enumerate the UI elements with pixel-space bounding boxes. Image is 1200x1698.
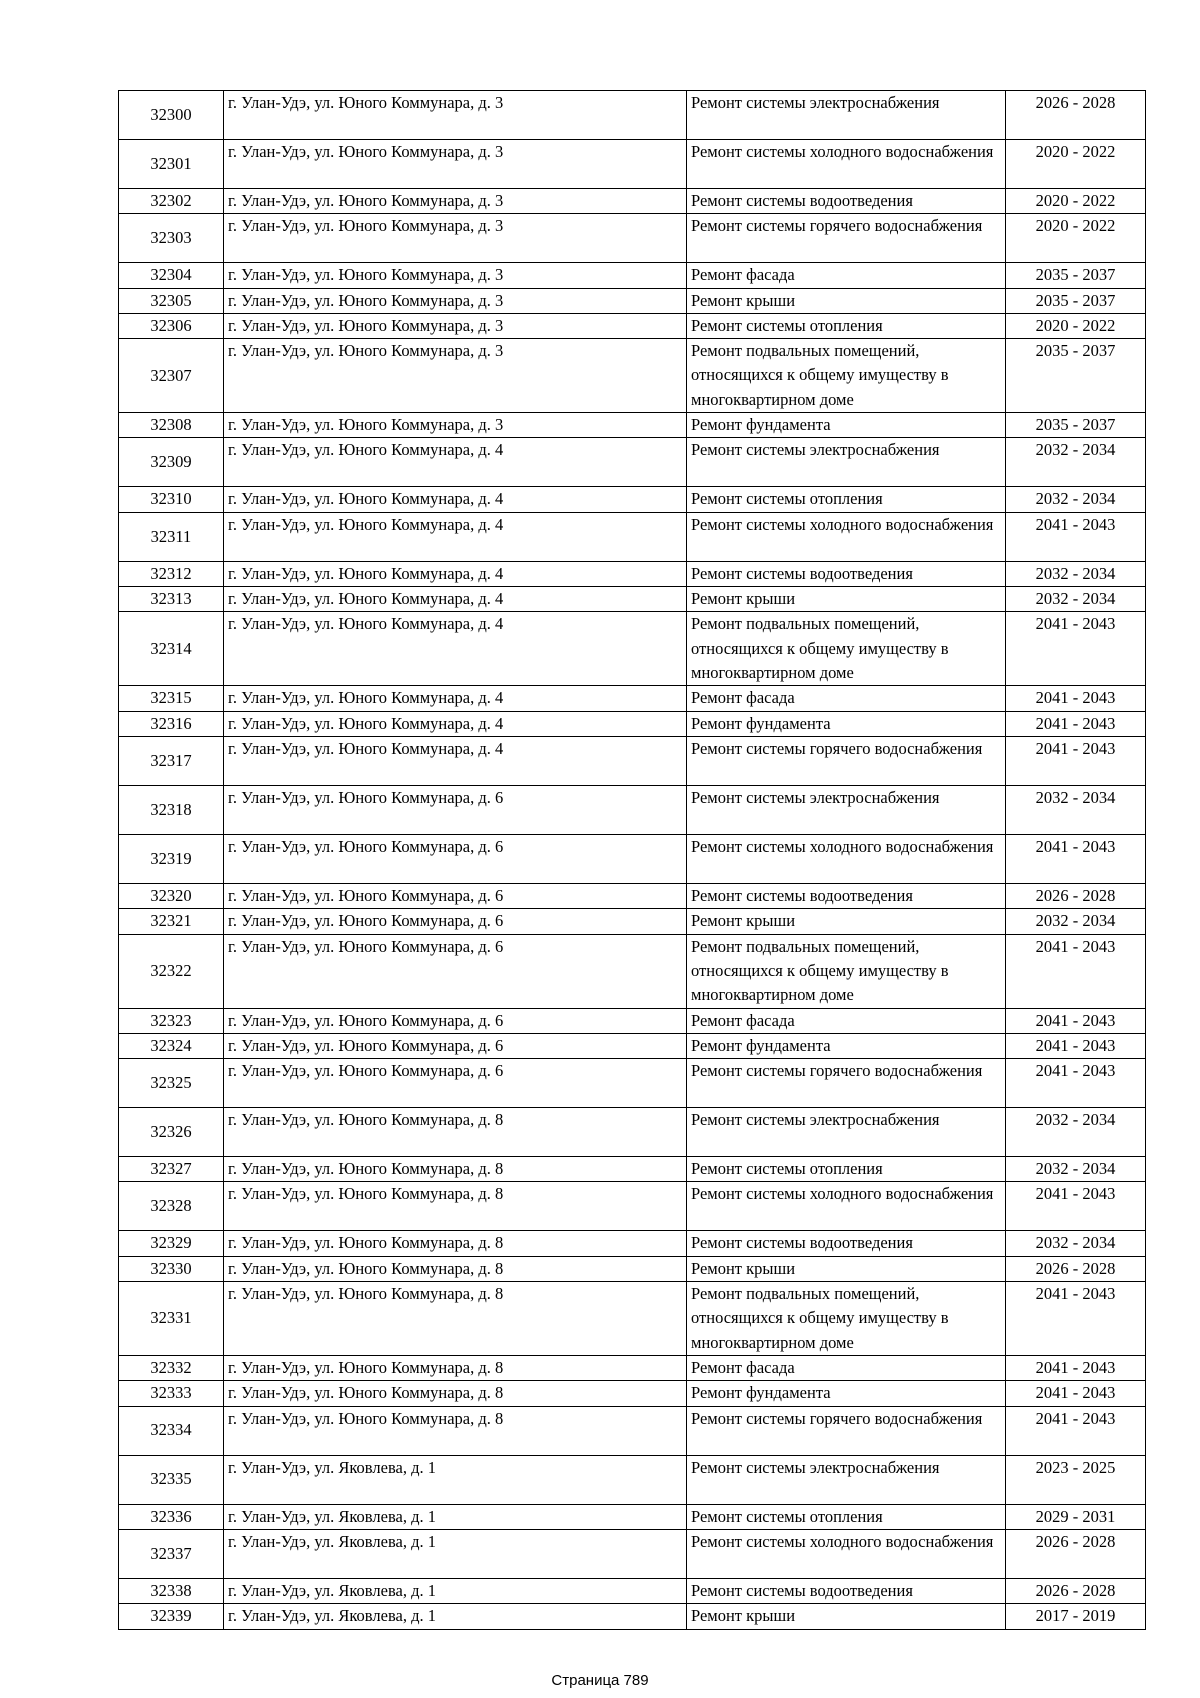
address-cell: г. Улан-Удэ, ул. Юного Коммунара, д. 4 (224, 686, 687, 711)
period-cell: 2032 - 2034 (1006, 561, 1146, 586)
address-cell: г. Улан-Удэ, ул. Юного Коммунара, д. 4 (224, 711, 687, 736)
period-cell: 2041 - 2043 (1006, 686, 1146, 711)
period-cell: 2032 - 2034 (1006, 1157, 1146, 1182)
table-row (119, 339, 1146, 413)
row-number-cell: 32306 (119, 313, 224, 338)
address-cell: г. Улан-Удэ, ул. Яковлева, д. 1 (224, 1529, 687, 1578)
work-type-cell: Ремонт системы холодного водоснабжения (687, 1529, 1006, 1578)
table-row (119, 736, 1146, 785)
row-number-cell: 32312 (119, 561, 224, 586)
work-type-cell: Ремонт подвальных помещений, относящихся к общему имуществу в многоквартирном доме (687, 612, 1006, 686)
row-number-cell: 32304 (119, 263, 224, 288)
work-type-cell: Ремонт системы холодного водоснабжения (687, 140, 1006, 189)
table-row (119, 612, 1146, 686)
row-number-cell: 32325 (119, 1059, 224, 1108)
work-type-cell: Ремонт системы электроснабжения (687, 1455, 1006, 1504)
table-row (119, 263, 1146, 288)
table-row (119, 189, 1146, 214)
table-row (119, 1381, 1146, 1406)
period-cell: 2035 - 2037 (1006, 413, 1146, 438)
table-row (119, 711, 1146, 736)
row-number-cell: 32322 (119, 934, 224, 1008)
table-row (119, 561, 1146, 586)
row-number-cell: 32319 (119, 834, 224, 883)
period-cell: 2041 - 2043 (1006, 1406, 1146, 1455)
work-type-cell: Ремонт системы отопления (687, 313, 1006, 338)
period-cell: 2032 - 2034 (1006, 1231, 1146, 1256)
table-row (119, 686, 1146, 711)
address-cell: г. Улан-Удэ, ул. Юного Коммунара, д. 8 (224, 1356, 687, 1381)
address-cell: г. Улан-Удэ, ул. Юного Коммунара, д. 4 (224, 512, 687, 561)
work-type-cell: Ремонт подвальных помещений, относящихся к общему имуществу в многоквартирном доме (687, 339, 1006, 413)
work-type-cell: Ремонт системы водоотведения (687, 1578, 1006, 1603)
address-cell: г. Улан-Удэ, ул. Юного Коммунара, д. 4 (224, 561, 687, 586)
row-number-cell: 32330 (119, 1256, 224, 1281)
work-type-cell: Ремонт фундамента (687, 413, 1006, 438)
period-cell: 2032 - 2034 (1006, 909, 1146, 934)
table-row (119, 214, 1146, 263)
work-type-cell: Ремонт системы холодного водоснабжения (687, 512, 1006, 561)
row-number-cell: 32335 (119, 1455, 224, 1504)
work-type-cell: Ремонт фасада (687, 263, 1006, 288)
address-cell: г. Улан-Удэ, ул. Юного Коммунара, д. 3 (224, 313, 687, 338)
address-cell: г. Улан-Удэ, ул. Юного Коммунара, д. 8 (224, 1256, 687, 1281)
table-row (119, 313, 1146, 338)
address-cell: г. Улан-Удэ, ул. Юного Коммунара, д. 3 (224, 91, 687, 140)
work-type-cell: Ремонт крыши (687, 909, 1006, 934)
period-cell: 2032 - 2034 (1006, 438, 1146, 487)
period-cell: 2041 - 2043 (1006, 834, 1146, 883)
address-cell: г. Улан-Удэ, ул. Яковлева, д. 1 (224, 1455, 687, 1504)
period-cell: 2032 - 2034 (1006, 587, 1146, 612)
table-row (119, 1504, 1146, 1529)
period-cell: 2026 - 2028 (1006, 91, 1146, 140)
period-cell: 2035 - 2037 (1006, 339, 1146, 413)
work-type-cell: Ремонт подвальных помещений, относящихся к общему имуществу в многоквартирном доме (687, 934, 1006, 1008)
row-number-cell: 32324 (119, 1033, 224, 1058)
row-number-cell: 32329 (119, 1231, 224, 1256)
table-row (119, 438, 1146, 487)
row-number-cell: 32303 (119, 214, 224, 263)
table-row (119, 1182, 1146, 1231)
address-cell: г. Улан-Удэ, ул. Юного Коммунара, д. 8 (224, 1231, 687, 1256)
table-row (119, 140, 1146, 189)
address-cell: г. Улан-Удэ, ул. Яковлева, д. 1 (224, 1578, 687, 1603)
work-type-cell: Ремонт системы электроснабжения (687, 1108, 1006, 1157)
address-cell: г. Улан-Удэ, ул. Юного Коммунара, д. 6 (224, 909, 687, 934)
row-number-cell: 32309 (119, 438, 224, 487)
address-cell: г. Улан-Удэ, ул. Юного Коммунара, д. 3 (224, 214, 687, 263)
address-cell: г. Улан-Удэ, ул. Юного Коммунара, д. 4 (224, 612, 687, 686)
row-number-cell: 32333 (119, 1381, 224, 1406)
period-cell: 2026 - 2028 (1006, 883, 1146, 908)
address-cell: г. Улан-Удэ, ул. Юного Коммунара, д. 4 (224, 487, 687, 512)
period-cell: 2041 - 2043 (1006, 1059, 1146, 1108)
work-type-cell: Ремонт крыши (687, 1604, 1006, 1629)
page-number: Страница 789 (551, 1672, 649, 1689)
period-cell: 2017 - 2019 (1006, 1604, 1146, 1629)
work-type-cell: Ремонт системы водоотведения (687, 1231, 1006, 1256)
work-type-cell: Ремонт системы электроснабжения (687, 438, 1006, 487)
address-cell: г. Улан-Удэ, ул. Юного Коммунара, д. 6 (224, 883, 687, 908)
work-type-cell: Ремонт фасада (687, 1356, 1006, 1381)
address-cell: г. Улан-Удэ, ул. Юного Коммунара, д. 8 (224, 1282, 687, 1356)
period-cell: 2041 - 2043 (1006, 612, 1146, 686)
row-number-cell: 32323 (119, 1008, 224, 1033)
period-cell: 2041 - 2043 (1006, 1182, 1146, 1231)
row-number-cell: 32301 (119, 140, 224, 189)
period-cell: 2026 - 2028 (1006, 1529, 1146, 1578)
address-cell: г. Улан-Удэ, ул. Юного Коммунара, д. 6 (224, 934, 687, 1008)
period-cell: 2041 - 2043 (1006, 1033, 1146, 1058)
table-row (119, 413, 1146, 438)
table-row (119, 512, 1146, 561)
work-type-cell: Ремонт системы отопления (687, 487, 1006, 512)
table-row (119, 1455, 1146, 1504)
row-number-cell: 32320 (119, 883, 224, 908)
table-row (119, 1059, 1146, 1108)
address-cell: г. Улан-Удэ, ул. Юного Коммунара, д. 6 (224, 785, 687, 834)
table-row (119, 91, 1146, 140)
row-number-cell: 32314 (119, 612, 224, 686)
period-cell: 2041 - 2043 (1006, 1356, 1146, 1381)
table-row (119, 785, 1146, 834)
period-cell: 2032 - 2034 (1006, 1108, 1146, 1157)
table-row (119, 1356, 1146, 1381)
row-number-cell: 32317 (119, 736, 224, 785)
table-row (119, 1406, 1146, 1455)
period-cell: 2032 - 2034 (1006, 487, 1146, 512)
address-cell: г. Улан-Удэ, ул. Юного Коммунара, д. 8 (224, 1182, 687, 1231)
period-cell: 2023 - 2025 (1006, 1455, 1146, 1504)
row-number-cell: 32311 (119, 512, 224, 561)
address-cell: г. Улан-Удэ, ул. Юного Коммунара, д. 8 (224, 1157, 687, 1182)
work-type-cell: Ремонт системы отопления (687, 1157, 1006, 1182)
period-cell: 2041 - 2043 (1006, 934, 1146, 1008)
table-row (119, 1282, 1146, 1356)
row-number-cell: 32305 (119, 288, 224, 313)
table-row (119, 587, 1146, 612)
period-cell: 2029 - 2031 (1006, 1504, 1146, 1529)
address-cell: г. Улан-Удэ, ул. Юного Коммунара, д. 3 (224, 263, 687, 288)
work-type-cell: Ремонт системы водоотведения (687, 883, 1006, 908)
row-number-cell: 32310 (119, 487, 224, 512)
address-cell: г. Улан-Удэ, ул. Яковлева, д. 1 (224, 1604, 687, 1629)
work-type-cell: Ремонт системы электроснабжения (687, 91, 1006, 140)
period-cell: 2035 - 2037 (1006, 263, 1146, 288)
address-cell: г. Улан-Удэ, ул. Юного Коммунара, д. 4 (224, 587, 687, 612)
period-cell: 2041 - 2043 (1006, 736, 1146, 785)
row-number-cell: 32339 (119, 1604, 224, 1629)
row-number-cell: 32316 (119, 711, 224, 736)
address-cell: г. Улан-Удэ, ул. Юного Коммунара, д. 3 (224, 413, 687, 438)
period-cell: 2020 - 2022 (1006, 313, 1146, 338)
row-number-cell: 32332 (119, 1356, 224, 1381)
period-cell: 2035 - 2037 (1006, 288, 1146, 313)
table-row (119, 1578, 1146, 1603)
address-cell: г. Улан-Удэ, ул. Юного Коммунара, д. 8 (224, 1381, 687, 1406)
address-cell: г. Улан-Удэ, ул. Юного Коммунара, д. 4 (224, 438, 687, 487)
work-type-cell: Ремонт фасада (687, 1008, 1006, 1033)
work-type-cell: Ремонт системы водоотведения (687, 561, 1006, 586)
address-cell: г. Улан-Удэ, ул. Юного Коммунара, д. 3 (224, 288, 687, 313)
address-cell: г. Улан-Удэ, ул. Юного Коммунара, д. 6 (224, 1059, 687, 1108)
work-type-cell: Ремонт подвальных помещений, относящихся к общему имуществу в многоквартирном доме (687, 1282, 1006, 1356)
row-number-cell: 32318 (119, 785, 224, 834)
row-number-cell: 32300 (119, 91, 224, 140)
address-cell: г. Улан-Удэ, ул. Юного Коммунара, д. 4 (224, 736, 687, 785)
work-type-cell: Ремонт фундамента (687, 1033, 1006, 1058)
work-type-cell: Ремонт системы горячего водоснабжения (687, 214, 1006, 263)
work-type-cell: Ремонт системы отопления (687, 1504, 1006, 1529)
table-row (119, 1231, 1146, 1256)
address-cell: г. Улан-Удэ, ул. Юного Коммунара, д. 8 (224, 1108, 687, 1157)
table-row (119, 1033, 1146, 1058)
period-cell: 2020 - 2022 (1006, 189, 1146, 214)
work-type-cell: Ремонт системы электроснабжения (687, 785, 1006, 834)
row-number-cell: 32334 (119, 1406, 224, 1455)
row-number-cell: 32302 (119, 189, 224, 214)
work-type-cell: Ремонт системы водоотведения (687, 189, 1006, 214)
row-number-cell: 32308 (119, 413, 224, 438)
address-cell: г. Улан-Удэ, ул. Юного Коммунара, д. 6 (224, 834, 687, 883)
work-type-cell: Ремонт крыши (687, 587, 1006, 612)
row-number-cell: 32338 (119, 1578, 224, 1603)
row-number-cell: 32321 (119, 909, 224, 934)
table-row (119, 487, 1146, 512)
work-type-cell: Ремонт фундамента (687, 1381, 1006, 1406)
row-number-cell: 32337 (119, 1529, 224, 1578)
period-cell: 2041 - 2043 (1006, 1282, 1146, 1356)
table-row (119, 1157, 1146, 1182)
table-body (119, 91, 1146, 1630)
address-cell: г. Улан-Удэ, ул. Юного Коммунара, д. 3 (224, 339, 687, 413)
work-type-cell: Ремонт системы горячего водоснабжения (687, 736, 1006, 785)
period-cell: 2020 - 2022 (1006, 140, 1146, 189)
row-number-cell: 32336 (119, 1504, 224, 1529)
table-row (119, 834, 1146, 883)
row-number-cell: 32331 (119, 1282, 224, 1356)
row-number-cell: 32307 (119, 339, 224, 413)
table-row (119, 909, 1146, 934)
work-type-cell: Ремонт фасада (687, 686, 1006, 711)
period-cell: 2041 - 2043 (1006, 512, 1146, 561)
period-cell: 2041 - 2043 (1006, 711, 1146, 736)
work-type-cell: Ремонт фундамента (687, 711, 1006, 736)
work-type-cell: Ремонт крыши (687, 1256, 1006, 1281)
period-cell: 2026 - 2028 (1006, 1578, 1146, 1603)
work-type-cell: Ремонт системы холодного водоснабжения (687, 834, 1006, 883)
work-type-cell: Ремонт системы горячего водоснабжения (687, 1059, 1006, 1108)
address-cell: г. Улан-Удэ, ул. Юного Коммунара, д. 3 (224, 140, 687, 189)
table-row (119, 1604, 1146, 1629)
address-cell: г. Улан-Удэ, ул. Юного Коммунара, д. 6 (224, 1033, 687, 1058)
row-number-cell: 32315 (119, 686, 224, 711)
row-number-cell: 32328 (119, 1182, 224, 1231)
work-type-cell: Ремонт системы горячего водоснабжения (687, 1406, 1006, 1455)
address-cell: г. Улан-Удэ, ул. Яковлева, д. 1 (224, 1504, 687, 1529)
table-row (119, 1529, 1146, 1578)
period-cell: 2020 - 2022 (1006, 214, 1146, 263)
table-row (119, 1108, 1146, 1157)
address-cell: г. Улан-Удэ, ул. Юного Коммунара, д. 6 (224, 1008, 687, 1033)
table-row (119, 1256, 1146, 1281)
period-cell: 2041 - 2043 (1006, 1008, 1146, 1033)
period-cell: 2041 - 2043 (1006, 1381, 1146, 1406)
period-cell: 2026 - 2028 (1006, 1256, 1146, 1281)
address-cell: г. Улан-Удэ, ул. Юного Коммунара, д. 3 (224, 189, 687, 214)
row-number-cell: 32326 (119, 1108, 224, 1157)
repair-schedule-table (118, 90, 1146, 1630)
work-type-cell: Ремонт крыши (687, 288, 1006, 313)
work-type-cell: Ремонт системы холодного водоснабжения (687, 1182, 1006, 1231)
row-number-cell: 32313 (119, 587, 224, 612)
table-row (119, 1008, 1146, 1033)
row-number-cell: 32327 (119, 1157, 224, 1182)
address-cell: г. Улан-Удэ, ул. Юного Коммунара, д. 8 (224, 1406, 687, 1455)
table-row (119, 288, 1146, 313)
period-cell: 2032 - 2034 (1006, 785, 1146, 834)
table-row (119, 883, 1146, 908)
table-row (119, 934, 1146, 1008)
